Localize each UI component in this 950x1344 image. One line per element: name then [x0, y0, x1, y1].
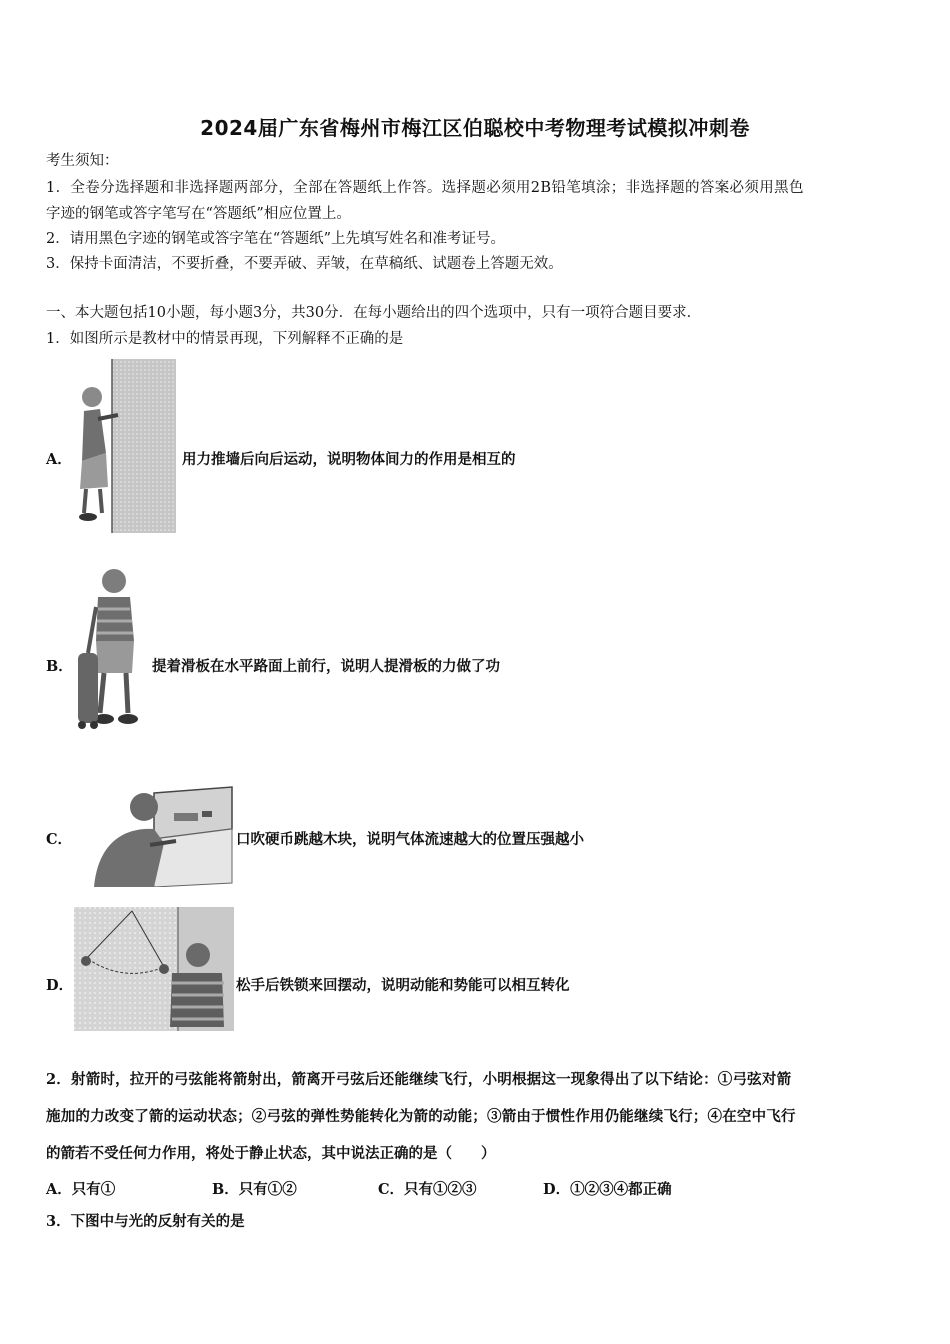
q2-choice-a: [46, 1178, 115, 1199]
question-3-stem: 3．下图中与光的反射有关的是: [46, 1213, 245, 1230]
question-2-line-3: 的箭若不受任何力作用，将处于静止状态，其中说法正确的是（ ）: [46, 1145, 496, 1162]
q2-choice-a-letter: A．: [46, 1181, 72, 1198]
q2-choice-b-text: 只有①②: [238, 1181, 297, 1198]
q2-choice-d-text: ①②③④都正确: [570, 1181, 672, 1198]
swing-lock-illustration: [74, 907, 234, 1031]
notice-line-2: 字迹的钢笔或答字笔写在“答题纸”相应位置上。: [46, 206, 351, 222]
q2-choice-a-text: 只有①: [71, 1181, 116, 1198]
question-2-line-1: 2．射箭时，拉开的弓弦能将箭射出，箭离开弓弦后还能继续飞行，小明根据这一现象得出了以下结论：①弓弦对箭: [46, 1071, 792, 1088]
option-b-text: 提着滑板在水平路面上前行，说明人提滑板的力做了功: [152, 658, 500, 675]
page-title: 2024届广东省梅州市梅江区伯聪校中考物理考试模拟冲刺卷: [200, 116, 750, 140]
option-a-text: 用力推墙后向后运动，说明物体间力的作用是相互的: [182, 451, 516, 468]
q2-choice-c-text: 只有①②③: [404, 1181, 477, 1198]
option-d-letter: D．: [46, 977, 74, 994]
notice-line-3: 2．请用黑色字迹的钢笔或答字笔在“答题纸”上先填写姓名和准考证号。: [46, 231, 506, 247]
notice-line-4: 3．保持卡面清洁，不要折叠，不要弄破、弄皱，在草稿纸、试题卷上答题无效。: [46, 256, 563, 272]
q2-choice-d: [543, 1178, 672, 1199]
q2-choice-b: [212, 1178, 297, 1199]
option-a-letter: A．: [46, 451, 72, 468]
section-heading: 一、本大题包括10小题，每小题3分，共30分．在每小题给出的四个选项中，只有一项符合题目要求．: [46, 305, 702, 321]
blow-coin-illustration: [84, 783, 234, 887]
question-1-stem: 1．如图所示是教材中的情景再现，下列解释不正确的是: [46, 331, 404, 347]
notice-line-1: 1．全卷分选择题和非选择题两部分，全部在答题纸上作答。选择题必须用2B铅笔填涂；非选择题的答案必须用黑色: [46, 180, 804, 196]
skateboard-illustration: [74, 563, 148, 741]
q2-choice-b-letter: B．: [212, 1181, 239, 1198]
option-c-text: 口吹硬币跳越木块，说明气体流速越大的位置压强越小: [236, 831, 584, 848]
q2-choice-d-letter: D．: [543, 1181, 571, 1198]
option-b-letter: B．: [46, 658, 73, 675]
option-d-text: 松手后铁锁来回摆动，说明动能和势能可以相互转化: [236, 977, 570, 994]
question-2-line-2: 施加的力改变了箭的运动状态；②弓弦的弹性势能转化为箭的动能；③箭由于惯性作用仍能继续飞行；④在空中飞行: [46, 1108, 796, 1125]
q2-choice-c-letter: C．: [378, 1181, 405, 1198]
notice-heading: 考生须知：: [46, 153, 119, 169]
q2-choice-c: [378, 1178, 477, 1199]
option-c-letter: C．: [46, 831, 73, 848]
push-wall-illustration: [76, 357, 178, 535]
